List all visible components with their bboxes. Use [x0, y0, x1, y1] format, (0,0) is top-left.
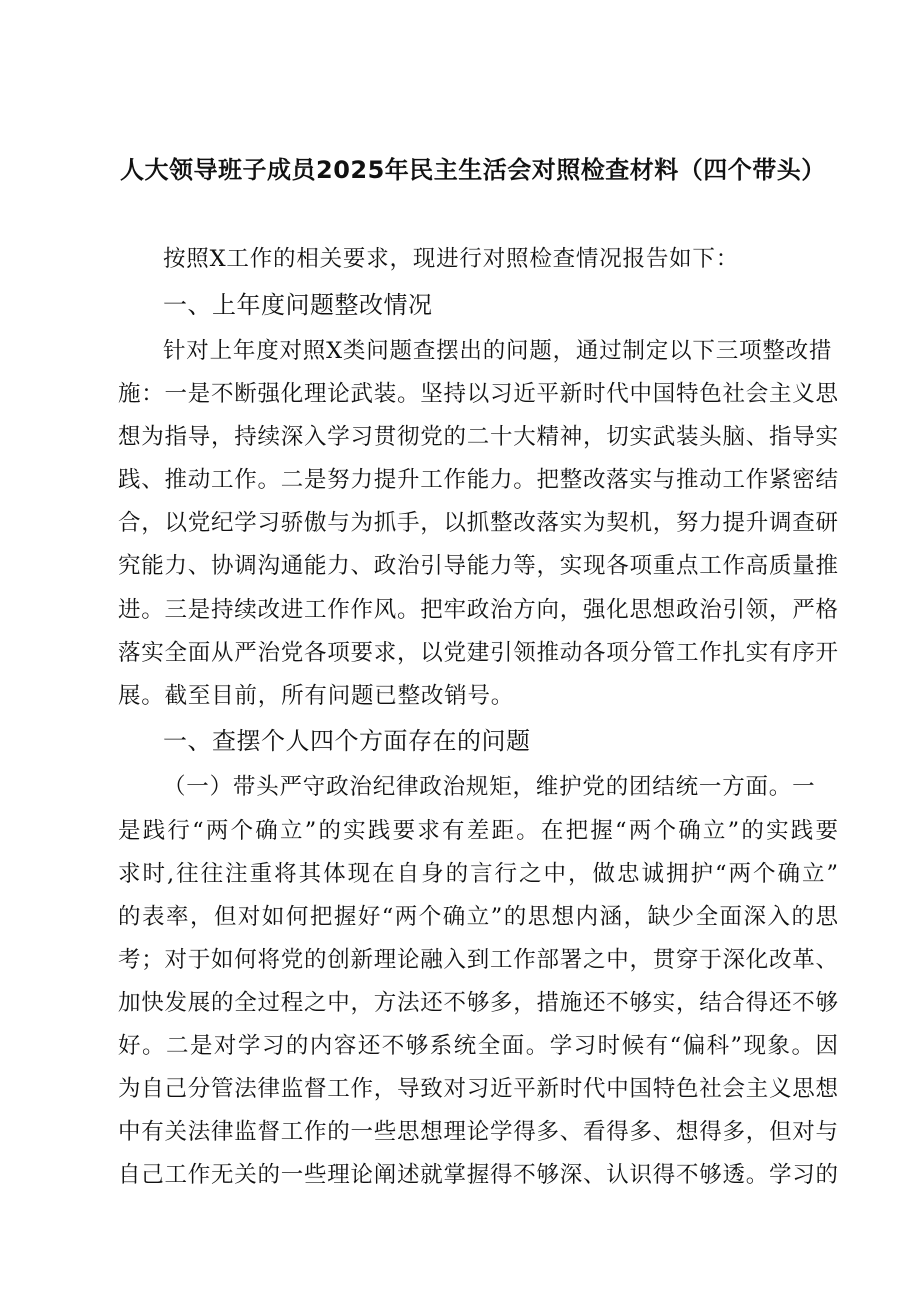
- section1-heading: 一、上年度问题整改情况: [163, 291, 433, 319]
- section1-line: 施：一是不断强化理论武装。坚持以习近平新时代中国特色社会主义思: [118, 381, 838, 407]
- section2-line: 为自己分管法律监督工作，导致对习近平新时代中国特色社会主义思想: [118, 1076, 838, 1102]
- section1-line: 进。三是持续改进工作作风。把牢政治方向，强化思想政治引领，严格: [118, 597, 838, 623]
- section2-line: 好。二是对学习的内容还不够系统全面。学习时候有“偏科”现象。因: [118, 1033, 838, 1059]
- section1-line: 想为指导，持续深入学习贯彻党的二十大精神，切实武装头脑、指导实: [118, 424, 838, 450]
- intro-paragraph: 按照X工作的相关要求，现进行对照检查情况报告如下：: [163, 246, 740, 272]
- section2-line: 是践行“两个确立”的实践要求有差距。在把握“两个确立”的实践要: [118, 818, 838, 844]
- section2-line: 考；对于如何将党的创新理论融入到工作部署之中，贯穿于深化改革、: [118, 947, 838, 973]
- section2-line: 的表率，但对如何把握好“两个确立”的思想内涵，缺少全面深入的思: [118, 904, 838, 930]
- section2-heading: 一、查摆个人四个方面存在的问题: [163, 727, 531, 755]
- section1-line: 践、推动工作。二是努力提升工作能力。把整改落实与推动工作紧密结: [118, 467, 838, 493]
- section1-line: 针对上年度对照X类问题查摆出的问题，通过制定以下三项整改措: [163, 338, 833, 364]
- section2-line: 自己工作无关的一些理论阐述就掌握得不够深、认识得不够透。学习的: [118, 1162, 838, 1188]
- section1-line: 展。截至目前，所有问题已整改销号。: [118, 683, 515, 709]
- section1-line: 合，以党纪学习骄傲与为抓手，以抓整改落实为契机，努力提升调查研: [118, 510, 838, 536]
- section1-line: 究能力、协调沟通能力、政治引导能力等，实现各项重点工作高质量推: [118, 553, 838, 579]
- document-title: 人大领导班子成员2025年民主生活会对照检查材料（四个带头）: [120, 156, 826, 184]
- section2-line: 中有关法律监督工作的一些思想理论学得多、看得多、想得多，但对与: [118, 1119, 838, 1145]
- section2-line: 求时,往往注重将其体现在自身的言行之中，做忠诚拥护“两个确立”: [118, 861, 838, 887]
- section2-line: （一）带头严守政治纪律政治规矩，维护党的团结统一方面。一: [163, 774, 816, 800]
- section2-line: 加快发展的全过程之中，方法还不够多，措施还不够实，结合得还不够: [118, 990, 838, 1016]
- section1-line: 落实全面从严治党各项要求，以党建引领推动各项分管工作扎实有序开: [118, 640, 838, 666]
